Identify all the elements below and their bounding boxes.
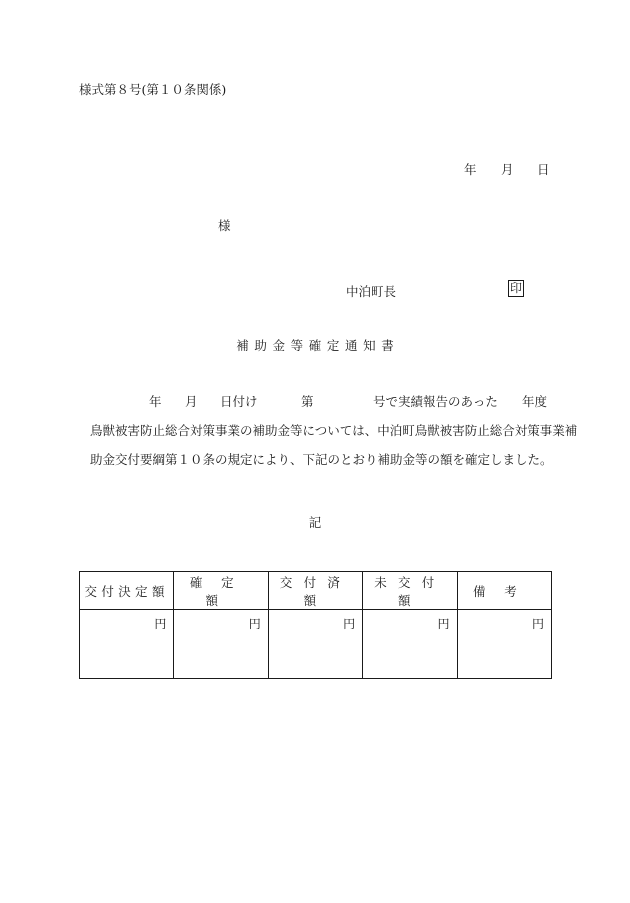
amount-table <box>79 571 552 679</box>
ki-marker: 記 <box>308 515 322 530</box>
table-row <box>80 610 552 679</box>
yen-unit: 円 <box>531 617 544 631</box>
seal-mark: 印 <box>510 281 523 295</box>
body-fiscal-year-label: 年度 <box>522 394 548 409</box>
form-number: 様式第８号(第１０条関係) <box>79 82 227 97</box>
body-dated-label: 日付け <box>220 394 258 409</box>
body-dai-label: 第 <box>301 394 314 409</box>
yen-unit: 円 <box>437 617 450 631</box>
body-line-3: 助金交付要綱第１０条の規定により、下記のとおり補助金等の額を確定しました。 <box>90 452 553 467</box>
cell-decided-amount[interactable] <box>80 610 174 679</box>
header-confirmed-amount: 確定額 <box>174 572 268 610</box>
date-day-label: 日 <box>537 162 550 177</box>
header-paid-amount: 交付済額 <box>268 572 362 610</box>
yen-unit: 円 <box>248 617 261 631</box>
document-title: 補助金等確定通知書 <box>236 338 400 353</box>
yen-unit: 円 <box>343 617 356 631</box>
table-header-row <box>80 572 552 610</box>
header-remarks: 備考 <box>457 572 551 610</box>
issuer-name: 中泊町長 <box>346 284 397 299</box>
cell-remarks[interactable] <box>457 610 551 679</box>
body-report-text: 号で実績報告のあった <box>373 394 498 409</box>
cell-unpaid-amount[interactable] <box>363 610 457 679</box>
body-month-label: 月 <box>185 394 198 409</box>
header-decided-amount: 交付決定額 <box>80 572 174 610</box>
body-year-label: 年 <box>149 394 162 409</box>
cell-paid-amount[interactable] <box>268 610 362 679</box>
header-unpaid-amount: 未交付額 <box>363 572 457 610</box>
date-year-label: 年 <box>464 162 477 177</box>
date-month-label: 月 <box>501 162 514 177</box>
cell-confirmed-amount[interactable] <box>174 610 268 679</box>
recipient-suffix: 様 <box>218 218 231 233</box>
yen-unit: 円 <box>154 617 167 631</box>
body-line-2: 鳥獣被害防止総合対策事業の補助金等については、中泊町鳥獣被害防止総合対策事業補 <box>90 423 578 438</box>
